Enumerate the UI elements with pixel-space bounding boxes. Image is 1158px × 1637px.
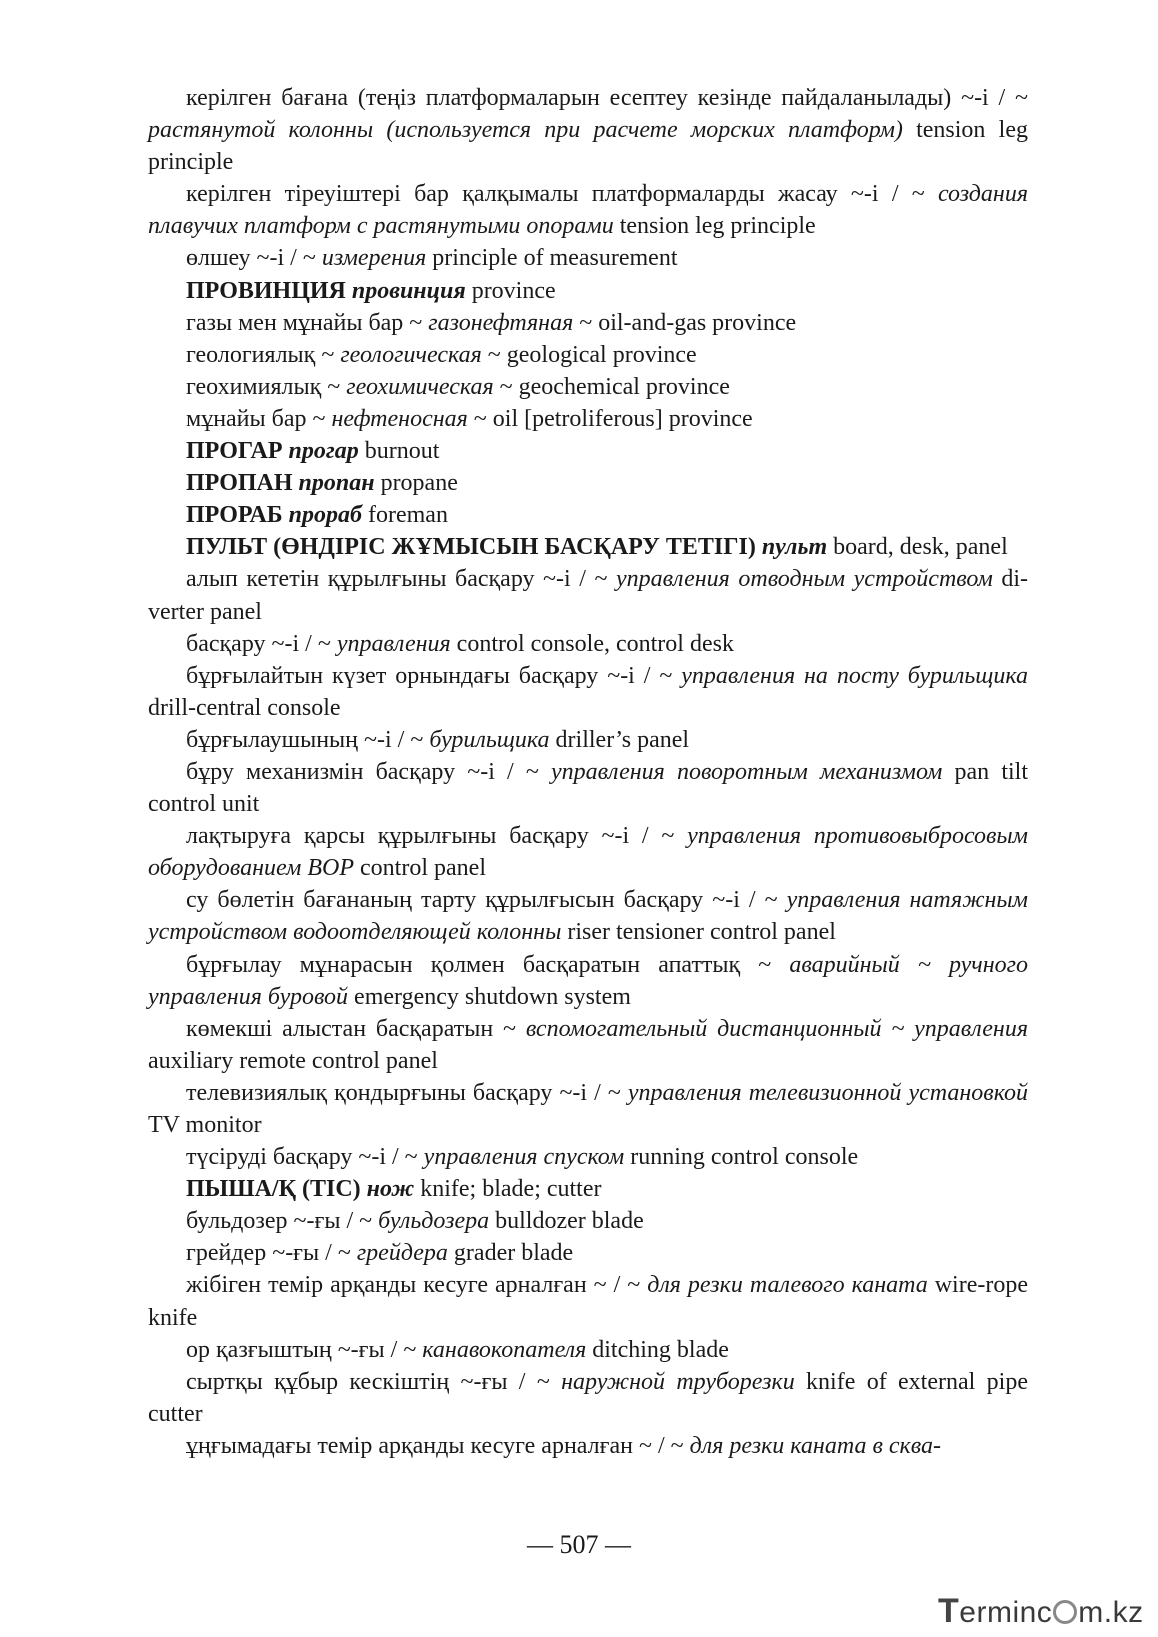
dictionary-entry: [148, 1013, 1028, 1077]
dictionary-entry: [148, 1205, 1028, 1237]
dictionary-entry: [148, 1237, 1028, 1269]
russian-term: грейдера: [356, 1240, 448, 1267]
dictionary-entry: [148, 82, 1028, 178]
entry-text: бұрғылаушының ~-і / ~: [186, 726, 430, 753]
russian-term: управления телевизионной установкой: [627, 1079, 1029, 1106]
dictionary-entry: [148, 275, 1028, 307]
dictionary-entry: [148, 1141, 1028, 1173]
entry-text: ұңғымадағы темір арқанды кесуге арналған ~ / ~: [186, 1432, 690, 1459]
dictionary-entry: [148, 1334, 1028, 1366]
dictionary-entry: [148, 371, 1028, 403]
dictionary-entry: [148, 949, 1028, 1013]
russian-term: управления на посту бурильщика: [681, 662, 1029, 689]
entry-text: wire-rope knife: [148, 1272, 1028, 1331]
entry-text: burnout: [358, 438, 440, 465]
logo-text-part2: m.kz: [1078, 1596, 1144, 1629]
russian-term: бурильщика: [429, 726, 550, 753]
entry-text: grader blade: [447, 1240, 574, 1267]
logo-letter-t: T: [938, 1592, 960, 1630]
entry-text: board, desk, panel: [827, 534, 1008, 561]
headword: ПЫША/Қ (ТІС): [186, 1176, 361, 1203]
russian-term: геохимическая: [346, 373, 494, 400]
entry-text: өлшеу ~-і / ~: [186, 245, 322, 272]
entry-text: bulldozer blade: [489, 1208, 644, 1235]
entry-text: control console, control desk: [450, 630, 734, 657]
entry-text: көмекші алыстан басқаратын ~: [186, 1015, 526, 1042]
entry-text: driller’s panel: [549, 726, 690, 753]
headword-russian: пульт: [761, 534, 828, 561]
entry-text: province: [465, 277, 556, 304]
entry-text: түсіруді басқару ~-і / ~: [186, 1144, 424, 1171]
entry-text: control panel: [354, 855, 486, 882]
entry-text: foreman: [361, 502, 448, 529]
entry-text: riser tensioner control panel: [561, 919, 836, 946]
entry-text: грейдер ~-ғы / ~: [186, 1240, 357, 1267]
entry-text: di-verter panel: [148, 566, 1028, 625]
dictionary-entry: [148, 820, 1028, 884]
headword: ПРОВИНЦИЯ: [186, 277, 346, 304]
russian-term: управления противовыбросовым оборудованием BOP: [148, 823, 1028, 882]
entry-text: жібіген темір арқанды кесуге арналған ~ / ~: [186, 1272, 648, 1299]
entry-text: knife of external pipe cutter: [148, 1368, 1028, 1427]
headword: ПУЛЬТ (ӨНДІРІС ЖҰМЫСЫН БАСҚАРУ ТЕТІГІ): [186, 534, 756, 561]
dictionary-entry: [148, 1077, 1028, 1141]
entry-text: propane: [374, 470, 458, 497]
dictionary-entry: [148, 628, 1028, 660]
entry-text: tension leg principle: [148, 117, 1028, 176]
entry-text: су бөлетін бағананың тарту құрылғысын басқару ~-і / ~: [186, 887, 787, 914]
entry-text: мұнайы бар ~: [186, 405, 332, 432]
dictionary-entry: [148, 724, 1028, 756]
dictionary-entry: [148, 242, 1028, 274]
headword-russian: пропан: [298, 470, 375, 497]
entry-text: бульдозер ~-ғы / ~: [186, 1208, 379, 1235]
russian-term: создания плавучих платформ с растянутыми опорами: [148, 181, 1028, 240]
dictionary-entry: [148, 435, 1028, 467]
entry-text: running control console: [624, 1144, 859, 1171]
entry-text: ~ geological province: [481, 341, 697, 368]
entry-text: геологиялық ~: [186, 341, 341, 368]
termincom-logo: [938, 1592, 1144, 1631]
dictionary-entry: [148, 563, 1028, 627]
russian-term: нефтеносная: [331, 405, 468, 432]
dictionary-entry: [148, 531, 1028, 563]
entry-text: бұрғылау мұнарасын қолмен басқаратын апаттық ~: [186, 951, 790, 978]
entry-text: лақтыруға қарсы құрылғыны басқару ~-і / ~: [186, 823, 688, 850]
dictionary-entry: [148, 178, 1028, 242]
entry-text: ~ geochemical province: [493, 373, 730, 400]
logo-text-part1: erminc: [959, 1596, 1053, 1629]
dictionary-entry: [148, 307, 1028, 339]
entry-text: ~ oil [petroliferous] province: [467, 405, 753, 432]
russian-term: управления натяжным устройством водоотделяющей колонны: [148, 887, 1028, 946]
dictionary-entry: [148, 467, 1028, 499]
page-number: — 507 —: [527, 1530, 631, 1559]
entry-text: knife; blade; cutter: [414, 1176, 602, 1203]
entry-text: emergency shutdown system: [348, 983, 631, 1010]
entry-text: басқару ~-і / ~: [186, 630, 337, 657]
entry-text: tension leg principle: [613, 213, 816, 240]
russian-term: канавокопателя: [422, 1336, 587, 1363]
headword-russian: прогар: [288, 438, 359, 465]
russian-term: аварийный ~ ручного управления буровой: [148, 951, 1029, 1010]
entry-text: principle of measurement: [426, 245, 678, 272]
entry-text: газы мен мұнайы бар ~: [186, 309, 429, 336]
dictionary-text: [148, 82, 1028, 1462]
entry-text: pan tilt control unit: [148, 758, 1029, 818]
russian-term: вспомогательный дистанционный ~ управления: [525, 1015, 1028, 1042]
entry-text: TV monitor: [148, 1112, 262, 1138]
entry-text: керілген тіреуіштері бар қалқымалы платформаларды жасау ~-і / ~: [186, 181, 938, 208]
headword-russian: прораб: [288, 502, 362, 529]
dictionary-entry: [148, 756, 1028, 820]
entry-text: ~ oil-and-gas province: [573, 309, 797, 336]
russian-term: растянутой колонны (используется при расчете морских платформ): [148, 117, 903, 144]
russian-term: измерения: [321, 245, 427, 272]
headword: ПРОПАН: [186, 470, 293, 497]
entry-text: керілген бағана (теңіз платформаларын есептеу кезінде пайдаланылады) ~-і / ~: [186, 85, 1028, 111]
russian-term: газонефтяная: [428, 309, 574, 336]
dictionary-entry: [148, 660, 1028, 724]
russian-term: управления поворотным механизмом: [550, 758, 943, 785]
russian-term: управления: [336, 630, 451, 657]
entry-text: геохимиялық ~: [186, 373, 347, 400]
headword-russian: провинция: [351, 277, 466, 304]
entry-text: бұру механизмін басқару ~-і / ~: [186, 758, 551, 785]
entry-text: ор қазғыштың ~-ғы / ~: [186, 1336, 423, 1363]
entry-text: бұрғылайтын күзет орнындағы басқару ~-і / ~: [186, 662, 682, 689]
russian-term: управления спуском: [423, 1144, 625, 1171]
russian-term: геологическая: [340, 341, 482, 368]
dictionary-entry: [148, 1173, 1028, 1205]
russian-term: управления отводным устройством: [615, 566, 993, 593]
dictionary-entry: [148, 1430, 1028, 1462]
entry-text: сыртқы құбыр кескіштің ~-ғы / ~: [186, 1368, 562, 1395]
dictionary-entry: [148, 403, 1028, 435]
headword-russian: нож: [366, 1176, 415, 1203]
dictionary-entry: [148, 1366, 1028, 1430]
dictionary-entry: [148, 1269, 1028, 1333]
entry-text: auxiliary remote control panel: [148, 1047, 438, 1074]
entry-text: drill-central console: [148, 694, 341, 721]
entry-text: телевизиялық қондырғыны басқару ~-і / ~: [186, 1079, 628, 1106]
dictionary-entry: [148, 339, 1028, 371]
headword: ПРОГАР: [186, 438, 283, 465]
dictionary-entry: [148, 499, 1028, 531]
russian-term: бульдозера: [378, 1208, 490, 1235]
dictionary-entry: [148, 884, 1028, 948]
russian-term: для резки каната в сква-: [689, 1432, 941, 1459]
russian-term: для резки талевого каната: [647, 1272, 928, 1299]
logo-o-circle-icon: [1053, 1600, 1077, 1624]
entry-text: ditching blade: [586, 1336, 729, 1363]
entry-text: алып кететін құрылғыны басқару ~-і / ~: [186, 566, 616, 593]
russian-term: наружной труборезки: [561, 1368, 795, 1395]
headword: ПРОРАБ: [186, 502, 283, 529]
